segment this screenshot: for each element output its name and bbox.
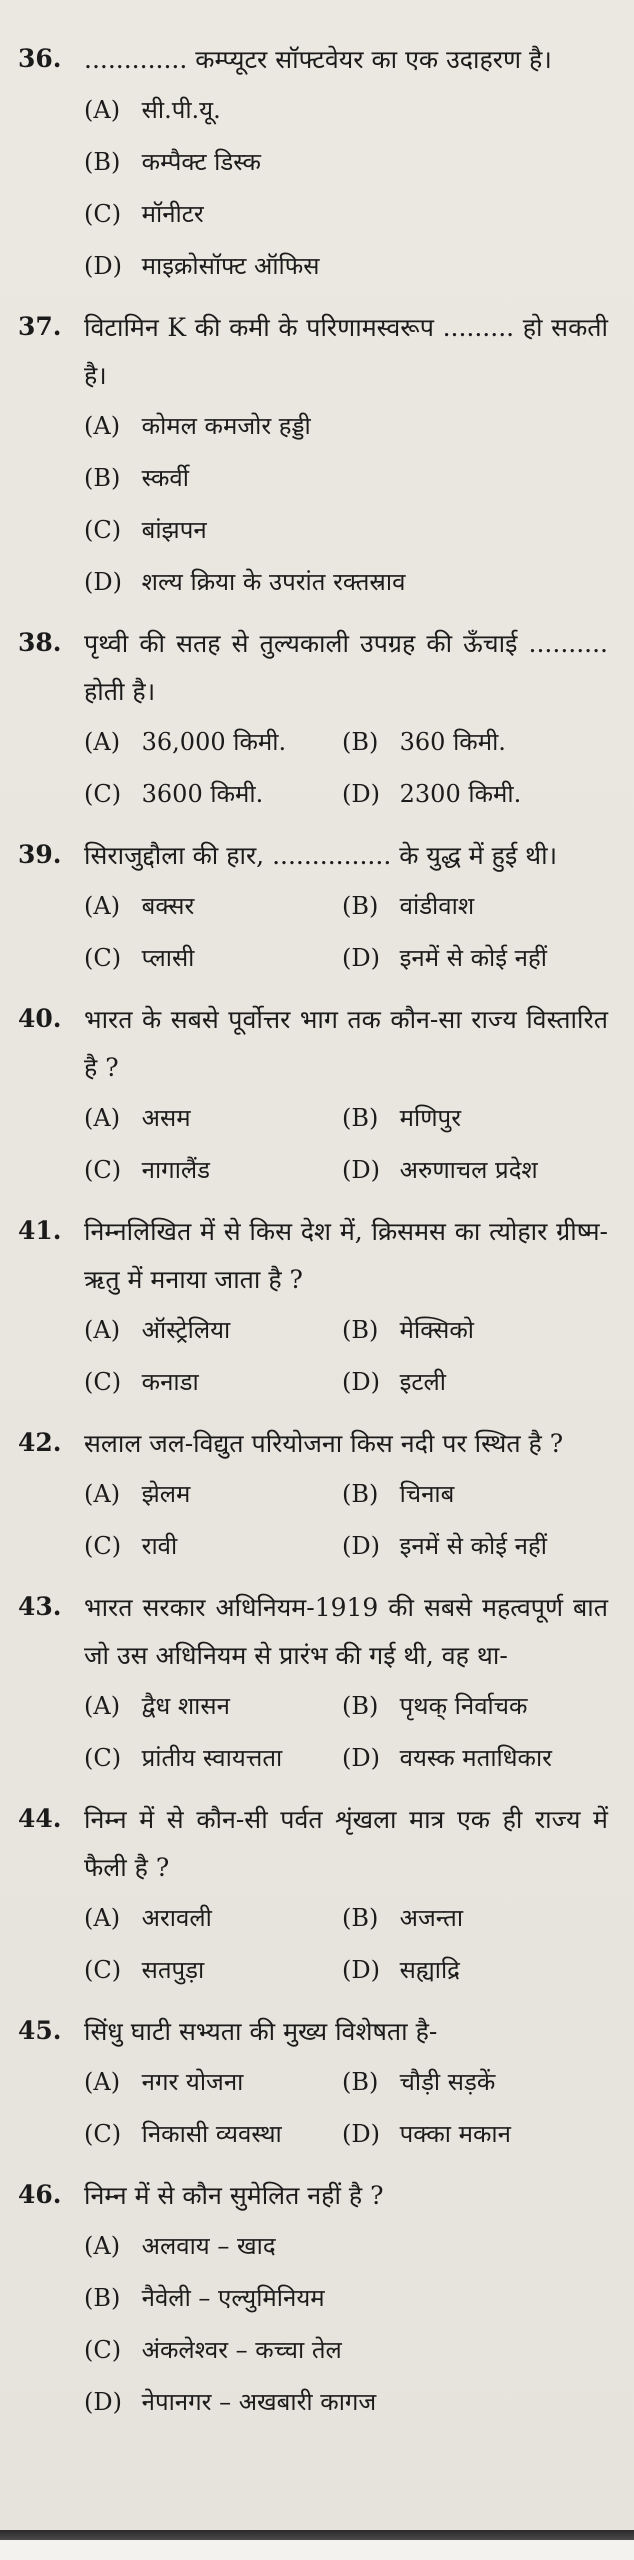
question-45 bbox=[18, 2008, 608, 2160]
option-b: (B) चौड़ी सड़कें bbox=[342, 2068, 496, 2096]
option-a: (A) अरावली bbox=[84, 1904, 212, 1932]
question-text: निम्न में से कौन-सी पर्वत शृंखला मात्र एक ही राज्य में फैली है ? bbox=[84, 1805, 608, 1882]
question-41 bbox=[18, 1208, 608, 1408]
question-number: 44. bbox=[18, 1804, 62, 1833]
option-c: (C) अंकलेश्वर – कच्चा तेल bbox=[84, 2336, 342, 2364]
question-text: विटामिन K की कमी के परिणामस्वरूप ......... हो सकती है। bbox=[84, 313, 608, 390]
question-number: 38. bbox=[18, 628, 62, 657]
option-a: (A) झेलम bbox=[84, 1480, 191, 1508]
option-a: (A) बक्सर bbox=[84, 892, 195, 920]
question-text: पृथ्वी की सतह से तुल्यकाली उपग्रह की ऊँचाई .......... होती है। bbox=[84, 629, 608, 706]
option-c: (C) प्लासी bbox=[84, 944, 195, 972]
option-d: (D) इटली bbox=[342, 1368, 447, 1396]
option-b: (B) कम्पैक्ट डिस्क bbox=[84, 148, 261, 176]
option-d: (D) वयस्क मताधिकार bbox=[342, 1744, 552, 1772]
question-number: 40. bbox=[18, 1004, 62, 1033]
option-b: (B) पृथक् निर्वाचक bbox=[342, 1692, 528, 1720]
option-b: (B) स्कर्वी bbox=[84, 464, 189, 492]
option-c: (C) कनाडा bbox=[84, 1368, 199, 1396]
option-b: (B) 360 किमी. bbox=[342, 728, 506, 756]
option-a: (A) द्वैध शासन bbox=[84, 1692, 230, 1720]
option-c: (C) प्रांतीय स्वायत्तता bbox=[84, 1744, 283, 1772]
option-d: (D) पक्का मकान bbox=[342, 2120, 511, 2148]
question-42 bbox=[18, 1420, 608, 1572]
option-c: (C) 3600 किमी. bbox=[84, 780, 264, 808]
question-text: भारत सरकार अधिनियम-1919 की सबसे महत्वपूर्ण बात जो उस अधिनियम से प्रारंभ की गई थी, वह था- bbox=[84, 1593, 608, 1670]
question-number: 41. bbox=[18, 1216, 62, 1245]
option-d: (D) शल्य क्रिया के उपरांत रक्तस्राव bbox=[84, 568, 406, 596]
question-text: निम्नलिखित में से किस देश में, क्रिसमस का त्योहार ग्रीष्म-ऋतु में मनाया जाता है ? bbox=[84, 1217, 608, 1294]
question-number: 37. bbox=[18, 312, 62, 341]
option-a: (A) सी.पी.यू. bbox=[84, 96, 221, 124]
question-39 bbox=[18, 832, 608, 984]
question-text: भारत के सबसे पूर्वोत्तर भाग तक कौन-सा राज्य विस्तारित है ? bbox=[84, 1005, 608, 1082]
option-b: (B) नैवेली – एल्युमिनियम bbox=[84, 2284, 325, 2312]
question-38 bbox=[18, 620, 608, 820]
option-c: (C) मॉनीटर bbox=[84, 200, 204, 228]
page-bottom-rule bbox=[0, 2530, 634, 2540]
option-b: (B) मेक्सिको bbox=[342, 1316, 475, 1344]
option-d: (D) नेपानगर – अखबारी कागज bbox=[84, 2388, 377, 2416]
option-d: (D) माइक्रोसॉफ्ट ऑफिस bbox=[84, 252, 320, 280]
question-text: सलाल जल-विद्युत परियोजना किस नदी पर स्थित है ? bbox=[84, 1429, 564, 1458]
question-text: सिंधु घाटी सभ्यता की मुख्य विशेषता है- bbox=[84, 2017, 438, 2046]
option-a: (A) कोमल कमजोर हड्डी bbox=[84, 412, 311, 440]
question-44 bbox=[18, 1796, 608, 1996]
question-46 bbox=[18, 2172, 608, 2428]
option-a: (A) नगर योजना bbox=[84, 2068, 244, 2096]
option-a: (A) असम bbox=[84, 1104, 191, 1132]
question-number: 46. bbox=[18, 2180, 62, 2209]
question-43 bbox=[18, 1584, 608, 1784]
option-c: (C) निकासी व्यवस्था bbox=[84, 2120, 282, 2148]
question-number: 36. bbox=[18, 44, 62, 73]
question-number: 43. bbox=[18, 1592, 62, 1621]
question-36 bbox=[18, 36, 608, 292]
question-37 bbox=[18, 304, 608, 608]
option-c: (C) सतपुड़ा bbox=[84, 1956, 205, 1984]
option-c: (C) बांझपन bbox=[84, 516, 207, 544]
option-d: (D) सह्याद्रि bbox=[342, 1956, 460, 1984]
question-number: 42. bbox=[18, 1428, 62, 1457]
question-number: 45. bbox=[18, 2016, 62, 2045]
question-text: सिराजुद्दौला की हार, ............... के युद्ध में हुई थी। bbox=[84, 841, 558, 870]
option-a: (A) 36,000 किमी. bbox=[84, 728, 287, 756]
option-b: (B) अजन्ता bbox=[342, 1904, 464, 1932]
page-bottom-edge bbox=[0, 2540, 634, 2560]
question-40 bbox=[18, 996, 608, 1196]
option-d: (D) अरुणाचल प्रदेश bbox=[342, 1156, 538, 1184]
option-b: (B) चिनाब bbox=[342, 1480, 455, 1508]
option-b: (B) मणिपुर bbox=[342, 1104, 462, 1132]
option-d: (D) 2300 किमी. bbox=[342, 780, 522, 808]
option-b: (B) वांडीवाश bbox=[342, 892, 475, 920]
option-d: (D) इनमें से कोई नहीं bbox=[342, 1532, 547, 1560]
question-number: 39. bbox=[18, 840, 62, 869]
option-c: (C) रावी bbox=[84, 1532, 178, 1560]
question-text: ............. कम्प्यूटर सॉफ्टवेयर का एक उदाहरण है। bbox=[84, 45, 552, 74]
option-d: (D) इनमें से कोई नहीं bbox=[342, 944, 547, 972]
option-a: (A) ऑस्ट्रेलिया bbox=[84, 1316, 231, 1344]
option-c: (C) नागालैंड bbox=[84, 1156, 211, 1184]
question-text: निम्न में से कौन सुमेलित नहीं है ? bbox=[84, 2181, 384, 2210]
option-a: (A) अलवाय – खाद bbox=[84, 2232, 276, 2260]
